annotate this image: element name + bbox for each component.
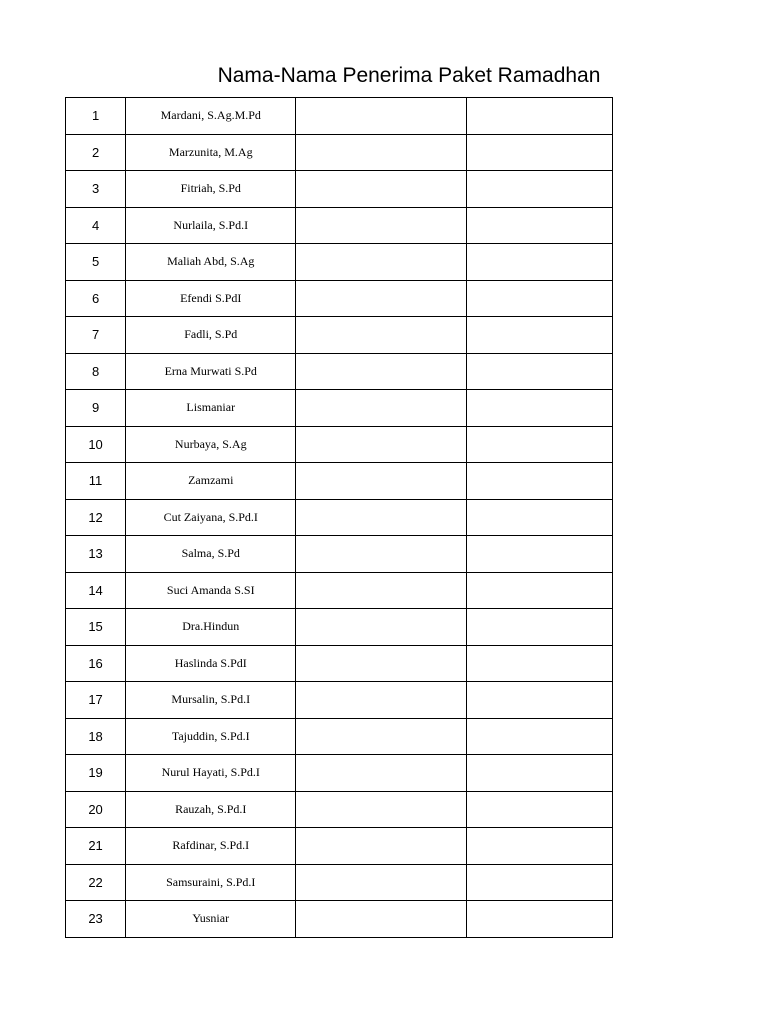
empty-cell xyxy=(296,463,466,500)
table-row xyxy=(66,280,613,317)
recipient-name-cell: Haslinda S.PdI xyxy=(126,645,296,682)
row-number-cell: 2 xyxy=(66,134,126,171)
table-row xyxy=(66,791,613,828)
row-number-cell: 19 xyxy=(66,755,126,792)
empty-cell xyxy=(296,864,466,901)
empty-cell xyxy=(296,572,466,609)
table-row xyxy=(66,572,613,609)
empty-cell xyxy=(296,828,466,865)
empty-cell xyxy=(296,353,466,390)
table-row xyxy=(66,645,613,682)
row-number-cell: 22 xyxy=(66,864,126,901)
empty-cell xyxy=(296,499,466,536)
empty-cell xyxy=(296,609,466,646)
recipient-name-cell: Rafdinar, S.Pd.I xyxy=(126,828,296,865)
table-row xyxy=(66,755,613,792)
recipient-name-cell: Nurlaila, S.Pd.I xyxy=(126,207,296,244)
recipient-name-cell: Fitriah, S.Pd xyxy=(126,171,296,208)
empty-cell xyxy=(296,280,466,317)
table-row xyxy=(66,171,613,208)
empty-cell xyxy=(466,390,612,427)
recipient-name-cell: Suci Amanda S.SI xyxy=(126,572,296,609)
row-number-cell: 3 xyxy=(66,171,126,208)
row-number-cell: 13 xyxy=(66,536,126,573)
empty-cell xyxy=(466,134,612,171)
empty-cell xyxy=(296,98,466,135)
recipient-table-body xyxy=(66,98,613,938)
row-number-cell: 10 xyxy=(66,426,126,463)
empty-cell xyxy=(296,390,466,427)
empty-cell xyxy=(466,98,612,135)
row-number-cell: 12 xyxy=(66,499,126,536)
table-row xyxy=(66,609,613,646)
recipient-name-cell: Dra.Hindun xyxy=(126,609,296,646)
recipient-name-cell: Zamzami xyxy=(126,463,296,500)
recipient-name-cell: Mardani, S.Ag.M.Pd xyxy=(126,98,296,135)
empty-cell xyxy=(466,463,612,500)
table-row xyxy=(66,353,613,390)
empty-cell xyxy=(296,207,466,244)
table-row xyxy=(66,317,613,354)
recipient-name-cell: Maliah Abd, S.Ag xyxy=(126,244,296,281)
row-number-cell: 17 xyxy=(66,682,126,719)
recipient-table xyxy=(65,97,613,938)
empty-cell xyxy=(466,426,612,463)
row-number-cell: 16 xyxy=(66,645,126,682)
empty-cell xyxy=(466,499,612,536)
row-number-cell: 11 xyxy=(66,463,126,500)
row-number-cell: 8 xyxy=(66,353,126,390)
empty-cell xyxy=(466,536,612,573)
row-number-cell: 20 xyxy=(66,791,126,828)
row-number-cell: 5 xyxy=(66,244,126,281)
row-number-cell: 7 xyxy=(66,317,126,354)
recipient-name-cell: Cut Zaiyana, S.Pd.I xyxy=(126,499,296,536)
recipient-name-cell: Mursalin, S.Pd.I xyxy=(126,682,296,719)
empty-cell xyxy=(466,572,612,609)
row-number-cell: 4 xyxy=(66,207,126,244)
table-row xyxy=(66,536,613,573)
empty-cell xyxy=(296,536,466,573)
empty-cell xyxy=(466,244,612,281)
empty-cell xyxy=(466,353,612,390)
row-number-cell: 9 xyxy=(66,390,126,427)
table-row xyxy=(66,463,613,500)
table-row xyxy=(66,864,613,901)
empty-cell xyxy=(466,791,612,828)
empty-cell xyxy=(466,755,612,792)
table-row xyxy=(66,244,613,281)
row-number-cell: 15 xyxy=(66,609,126,646)
table-row xyxy=(66,390,613,427)
table-row xyxy=(66,499,613,536)
row-number-cell: 18 xyxy=(66,718,126,755)
empty-cell xyxy=(466,901,612,938)
table-row xyxy=(66,98,613,135)
empty-cell xyxy=(466,317,612,354)
empty-cell xyxy=(466,864,612,901)
page-title: Nama-Nama Penerima Paket Ramadhan xyxy=(217,64,601,87)
empty-cell xyxy=(296,244,466,281)
row-number-cell: 21 xyxy=(66,828,126,865)
empty-cell xyxy=(466,207,612,244)
table-row xyxy=(66,207,613,244)
recipient-name-cell: Salma, S.Pd xyxy=(126,536,296,573)
row-number-cell: 14 xyxy=(66,572,126,609)
recipient-name-cell: Samsuraini, S.Pd.I xyxy=(126,864,296,901)
recipient-name-cell: Efendi S.PdI xyxy=(126,280,296,317)
recipient-name-cell: Tajuddin, S.Pd.I xyxy=(126,718,296,755)
empty-cell xyxy=(466,609,612,646)
recipient-name-cell: Fadli, S.Pd xyxy=(126,317,296,354)
empty-cell xyxy=(296,134,466,171)
recipient-name-cell: Nurul Hayati, S.Pd.I xyxy=(126,755,296,792)
recipient-name-cell: Marzunita, M.Ag xyxy=(126,134,296,171)
row-number-cell: 23 xyxy=(66,901,126,938)
empty-cell xyxy=(466,828,612,865)
table-row xyxy=(66,718,613,755)
empty-cell xyxy=(296,426,466,463)
empty-cell xyxy=(466,171,612,208)
empty-cell xyxy=(466,280,612,317)
recipient-name-cell: Rauzah, S.Pd.I xyxy=(126,791,296,828)
table-row xyxy=(66,682,613,719)
empty-cell xyxy=(296,682,466,719)
row-number-cell: 6 xyxy=(66,280,126,317)
empty-cell xyxy=(466,682,612,719)
empty-cell xyxy=(466,718,612,755)
recipient-name-cell: Erna Murwati S.Pd xyxy=(126,353,296,390)
table-row xyxy=(66,134,613,171)
empty-cell xyxy=(296,718,466,755)
empty-cell xyxy=(296,645,466,682)
table-row xyxy=(66,901,613,938)
empty-cell xyxy=(466,645,612,682)
empty-cell xyxy=(296,791,466,828)
table-row xyxy=(66,426,613,463)
row-number-cell: 1 xyxy=(66,98,126,135)
recipient-name-cell: Nurbaya, S.Ag xyxy=(126,426,296,463)
recipient-name-cell: Yusniar xyxy=(126,901,296,938)
recipient-name-cell: Lismaniar xyxy=(126,390,296,427)
empty-cell xyxy=(296,171,466,208)
empty-cell xyxy=(296,901,466,938)
empty-cell xyxy=(296,755,466,792)
empty-cell xyxy=(296,317,466,354)
table-row xyxy=(66,828,613,865)
